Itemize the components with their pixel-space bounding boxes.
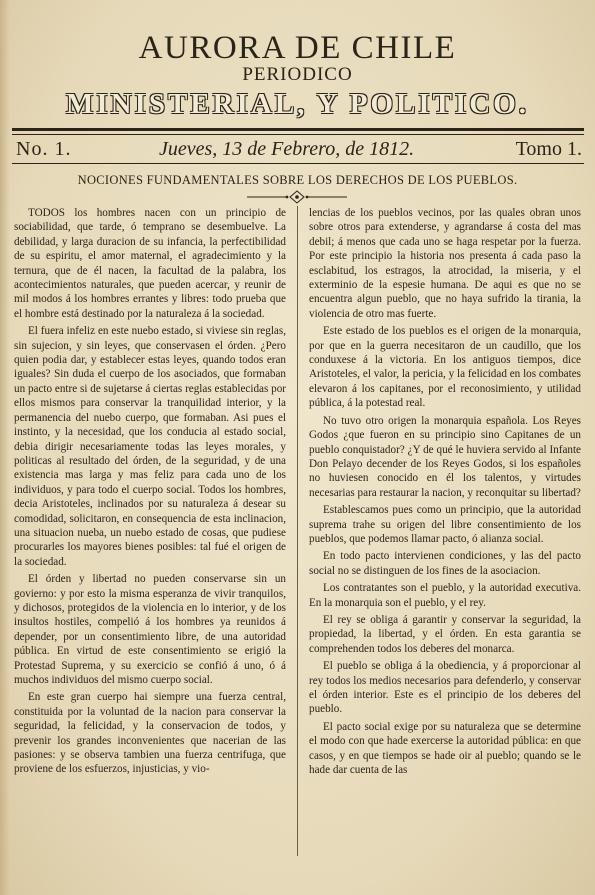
masthead (0, 30, 595, 121)
right-column (309, 206, 581, 856)
article-title: NOCIONES FUNDAMENTALES SOBRE LOS DERECHOS DE LOS PUEBLOS. (77, 173, 518, 187)
masthead-rule-thin (12, 134, 584, 135)
paragraph: El pacto social exige por su naturaleza que se determine el modo con que hade exercerse la autoridad pública: en que casos, y en que tiempos se hade oir al pueblo; quando se le hade dar cuenta de las (309, 720, 581, 777)
column-divider (297, 206, 298, 856)
paragraph: El fuera infeliz en este nuebo estado, si viviese sin reglas, sin sujecion, y sin leyes, que conservasen el órden. ¿Pero quien podia dar, y establecer estas leyes, quando todos eran iguales? Sin duda el cuerpo de los asociados, que formaban un pacto entre si de sujetarse á ciertas reglas establecidas por ellos mismos para conservar la tranquilidad interior, y la permanencia del nuebo cuerpo, que formaban. Asi pues el instinto, y la necesidad, que los conducia al estado social, debia dirigir necesariamente todas las leyes morales, y politicas al resultado del órden, de la seguridad, y de una existencia mas larga y mas feliz para cada uno de los individuos, y para todo el cuerpo social. Todos los hombres, decia Aristoteles, inclinados por su naturaleza á desear su comodidad, solicitaron, en consequencia de esta inclinacion, una situacion nueba, un nuebo estado de cosas, que pudiese procurarles los mayores bienes posibles: tal fué el origen de la sociedad. (14, 325, 286, 568)
paragraph: No tuvo otro origen la monarquia española. Los Reyes Godos ¿que fueron en su principio sino Capitanes de un pueblo conquistador? ¿Y de qué le huviera servido al Infante Don Pelayo decender de los Reyes Godos, si los españoles no huviesen conocido en él los talentos, y virtudes necesarias para restaurar la nacion, y reconquitar su libertad? (309, 414, 581, 499)
dateline-rule (12, 163, 584, 164)
paragraph: En este gran cuerpo hai siempre una fuerza central, constituida por la voluntad de la nacion para conservar la seguridad, la felicidad, y la conservacion de todos, y prevenir los grandes inconvenientes que nacerian de las pasiones: y se observa tambien una fuerza centrifuga, que proviene de los esfuerzos, injusticias, y vio- (14, 691, 286, 776)
volume-number: Tomo 1. (515, 138, 582, 160)
paragraph: El órden y libertad no pueden conservarse sin un govierno: y por esto la misma esperanza de vivir tranquilos, y dichosos, protegidos de la violencia en lo interior, y de los insultos hostiles, compelió á los hombres ya reunidos á depender, por un consentimiento libre, de una autoridad pública. En virtud de este consentimiento se erigió la Protestad Suprema, y su exercicio se confió á uno, ó á muchos individuos del mismo cuerpo social. (14, 573, 286, 686)
paragraph: lencias de los pueblos vecinos, por las quales obran unos sobre otros para extenderse, y agrandarse á costa del mas debil; á menos que cada uno se haga respetar por la fuerza. Por este principio la historia nos presenta á cada paso la esclabitud, los estragos, la atrocidad, la miseria, y el exterminio de la espesie humana. De aqui es que no se encuentra algun pueblo, que no haya sufrido la tirania, la violencia de otro mas fuerte. (309, 207, 581, 320)
paragraph: Este estado de los pueblos es el origen de la monarquia, por que en la guerra necesitaron de un caudillo, que los conduxese á la victoria. En los antiguos tiempos, dice Aristoteles, el valor, la pericia, y la felicidad en los combates elevaron á los capitanes, por el reconosimiento, y utilidad pública, á la potestad real. (309, 325, 581, 410)
dateline (14, 136, 584, 162)
page-edge-shadow (0, 0, 10, 895)
paragraph: Los contratantes son el pueblo, y la autoridad executiva. En la monarquia son el pueblo, y el rey. (309, 582, 581, 609)
paragraph: Establescamos pues como un principio, que la autoridad suprema trahe su origen del libre consentimiento de los pueblos, que podemos llamar pacto, ó alianza social. (309, 504, 581, 545)
issue-date: Jueves, 13 de Febrero, de 1812. (159, 138, 415, 160)
left-column (14, 206, 286, 856)
masthead-rule-thick (12, 128, 584, 131)
paragraph: El pueblo se obliga á la obediencia, y á proporcionar al rey todos los medios necesarios para defenderlo, y conservar el órden interior. Este es el principio de los deberes del pueblo. (309, 660, 581, 716)
newspaper-title: AURORA DE CHILE (138, 30, 457, 66)
paragraph: En todo pacto intervienen condiciones, y las del pacto social no se distinguen de los fines de la asociacion. (309, 550, 581, 577)
issue-number: No. 1. (16, 138, 72, 160)
paragraph: TODOS los hombres nacen con un principio de sociabilidad, que tarde, ó temprano se desembuelve. La debilidad, y larga duracion de su infancia, la perfectibilidad de su espiritu, el amor maternal, el agradecimiento y la ternura, que de él nacen, la facultad de la palabra, los acontecimientos naturales, que pueden acercar, y reunir de mil modos á los hombres errantes y libres: todo prueba que el hombre está destinado por la naturaleza á la sociedad. (14, 207, 286, 320)
ornament-divider (247, 190, 347, 204)
newspaper-subtitle: PERIODICO (242, 64, 353, 85)
newspaper-subtitle-outline: MINISTERIAL, Y POLITICO. (65, 88, 530, 120)
paragraph: El rey se obliga á garantir y conservar la seguridad, la propiedad, la libertad, y el órden. En esta garantia se comprehenden todos los deberes del monarca. (309, 613, 581, 655)
